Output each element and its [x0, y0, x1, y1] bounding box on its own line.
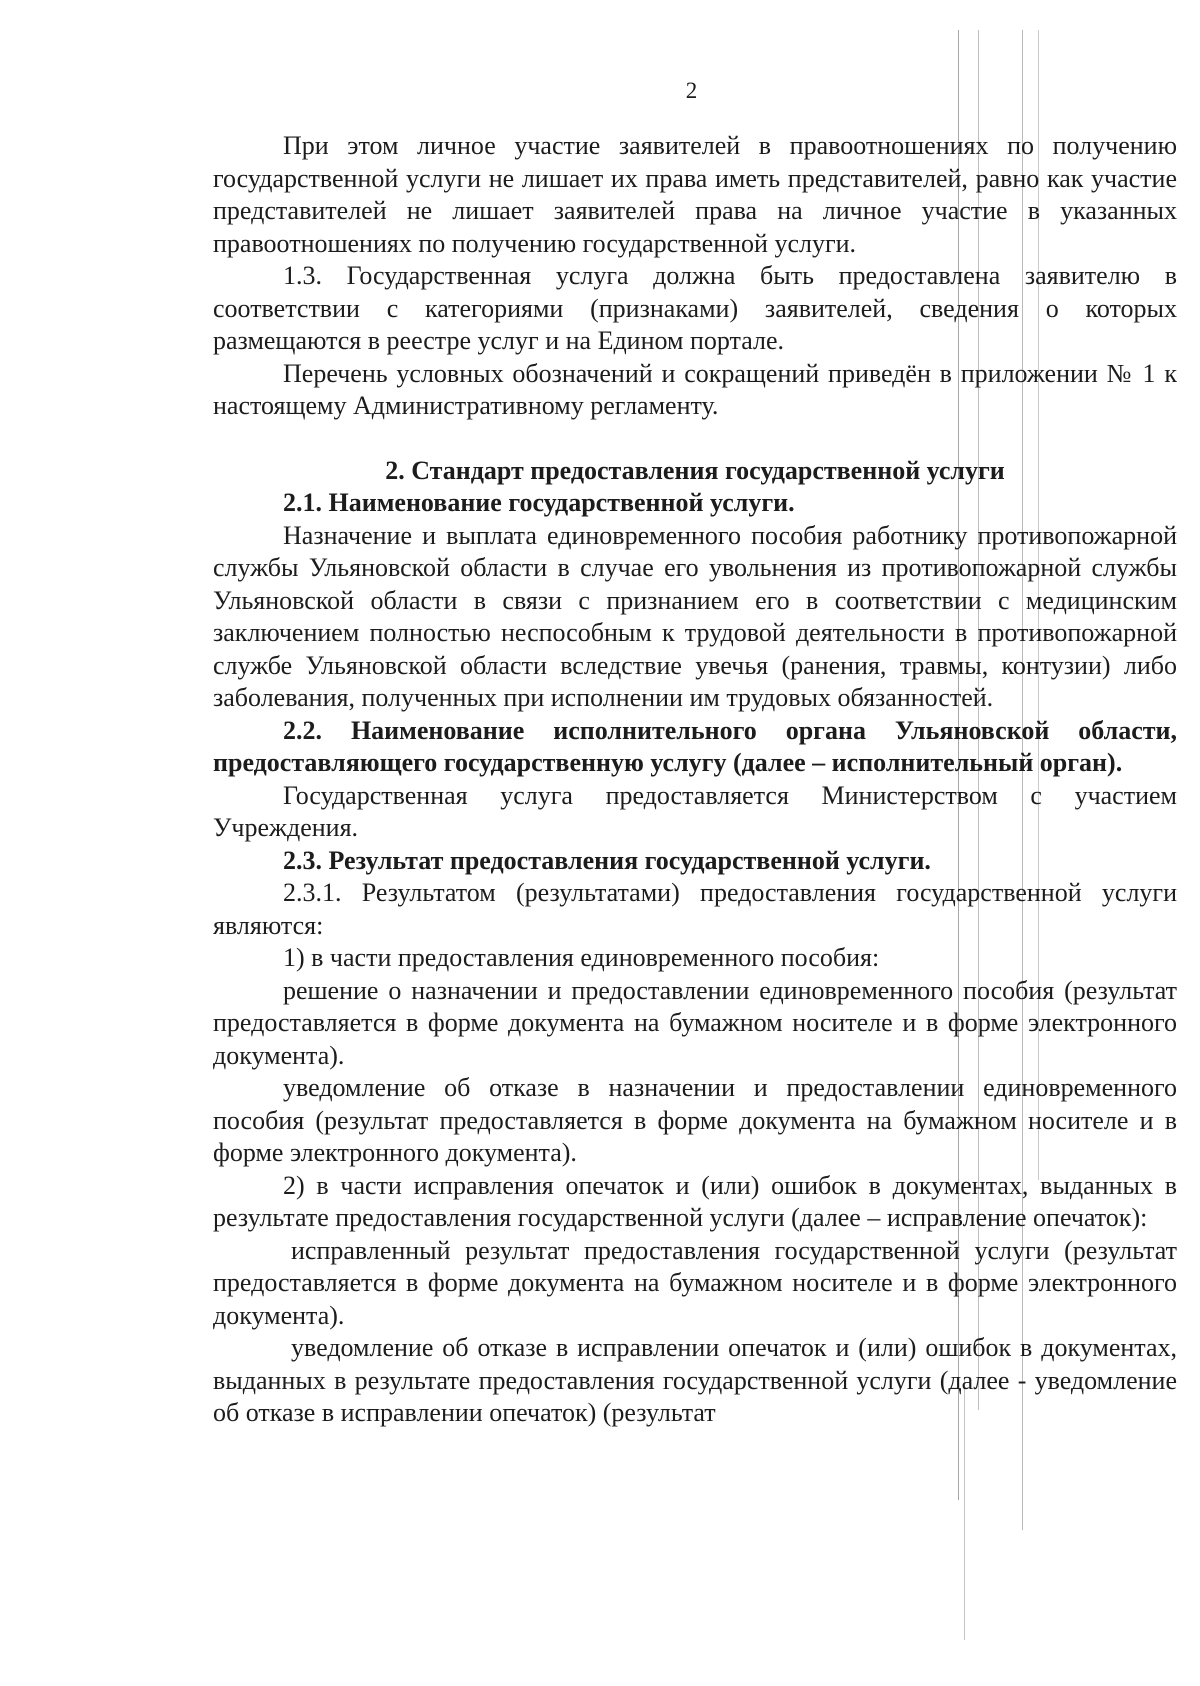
paragraph: При этом личное участие заявителей в правоотношениях по получению государственной услуги не лишает их права иметь представителей, равно как участие представителей не лишает заявителей права на личное участие в указанных правоотношениях по получению государственной услуги.	[213, 131, 1177, 258]
paragraph: исправленный результат предоставления государственной услуги (результат предоставляется в форме документа на бумажном носителе и в форме электронного документа).	[213, 1235, 1177, 1330]
paragraph: уведомление об отказе в назначении и предоставлении единовременного пособия (результат предоставляется в форме документа на бумажном носителе и в форме электронного документа).	[213, 1073, 1177, 1167]
subsection-heading: 2.2. Наименование исполнительного органа Ульяновской области, предоставляющего государственную услугу (далее – исполнительный орган).	[213, 715, 1177, 777]
paragraph: 2) в части исправления опечаток и (или) ошибок в документах, выданных в результате предоставления государственной услуги (далее – исправление опечаток):	[213, 1170, 1177, 1232]
subsection-heading: 2.1. Наименование государственной услуги.	[283, 488, 795, 517]
subsection-heading: 2.3. Результат предоставления государственной услуги.	[283, 845, 931, 875]
paragraph: Перечень условных обозначений и сокращений приведён в приложении № 1 к настоящему Административному регламенту.	[213, 358, 1177, 420]
page-number: 2	[685, 78, 698, 103]
paragraph: 2.3.1. Результатом (результатами) предоставления государственной услуги являются:	[213, 878, 1177, 940]
paragraph: решение о назначении и предоставлении единовременного пособия (результат предоставляется в форме документа на бумажном носителе и в форме электронного документа).	[213, 975, 1177, 1070]
document-body	[213, 130, 1177, 1430]
paragraph: 1.3. Государственная услуга должна быть предоставлена заявителю в соответствии с категориями (признаками) заявителей, сведения о которых размещаются в реестре услуг и на Едином портале.	[213, 261, 1177, 355]
section-heading: 2. Стандарт предоставления государственной услуги	[385, 455, 1005, 485]
paragraph: 1) в части предоставления единовременного пособия:	[283, 943, 880, 972]
paragraph: уведомление об отказе в исправлении опечаток и (или) ошибок в документах, выданных в результате предоставления государственной услуги (далее - уведомление об отказе в исправлении опечаток) (результат	[213, 1333, 1177, 1427]
paragraph: Назначение и выплата единовременного пособия работнику противопожарной службы Ульяновской области в случае его увольнения из противопожарной службы Ульяновской области в связи с признанием его в соответствии с медицинским заключением полностью неспособным к трудовой деятельности в противопожарной службе Ульяновской области вследствие увечья (ранения, травмы, контузии) либо заболевания, полученных при исполнении им трудовых обязанностей.	[213, 520, 1177, 712]
paragraph: Государственная услуга предоставляется Министерством с участием Учреждения.	[213, 780, 1177, 842]
